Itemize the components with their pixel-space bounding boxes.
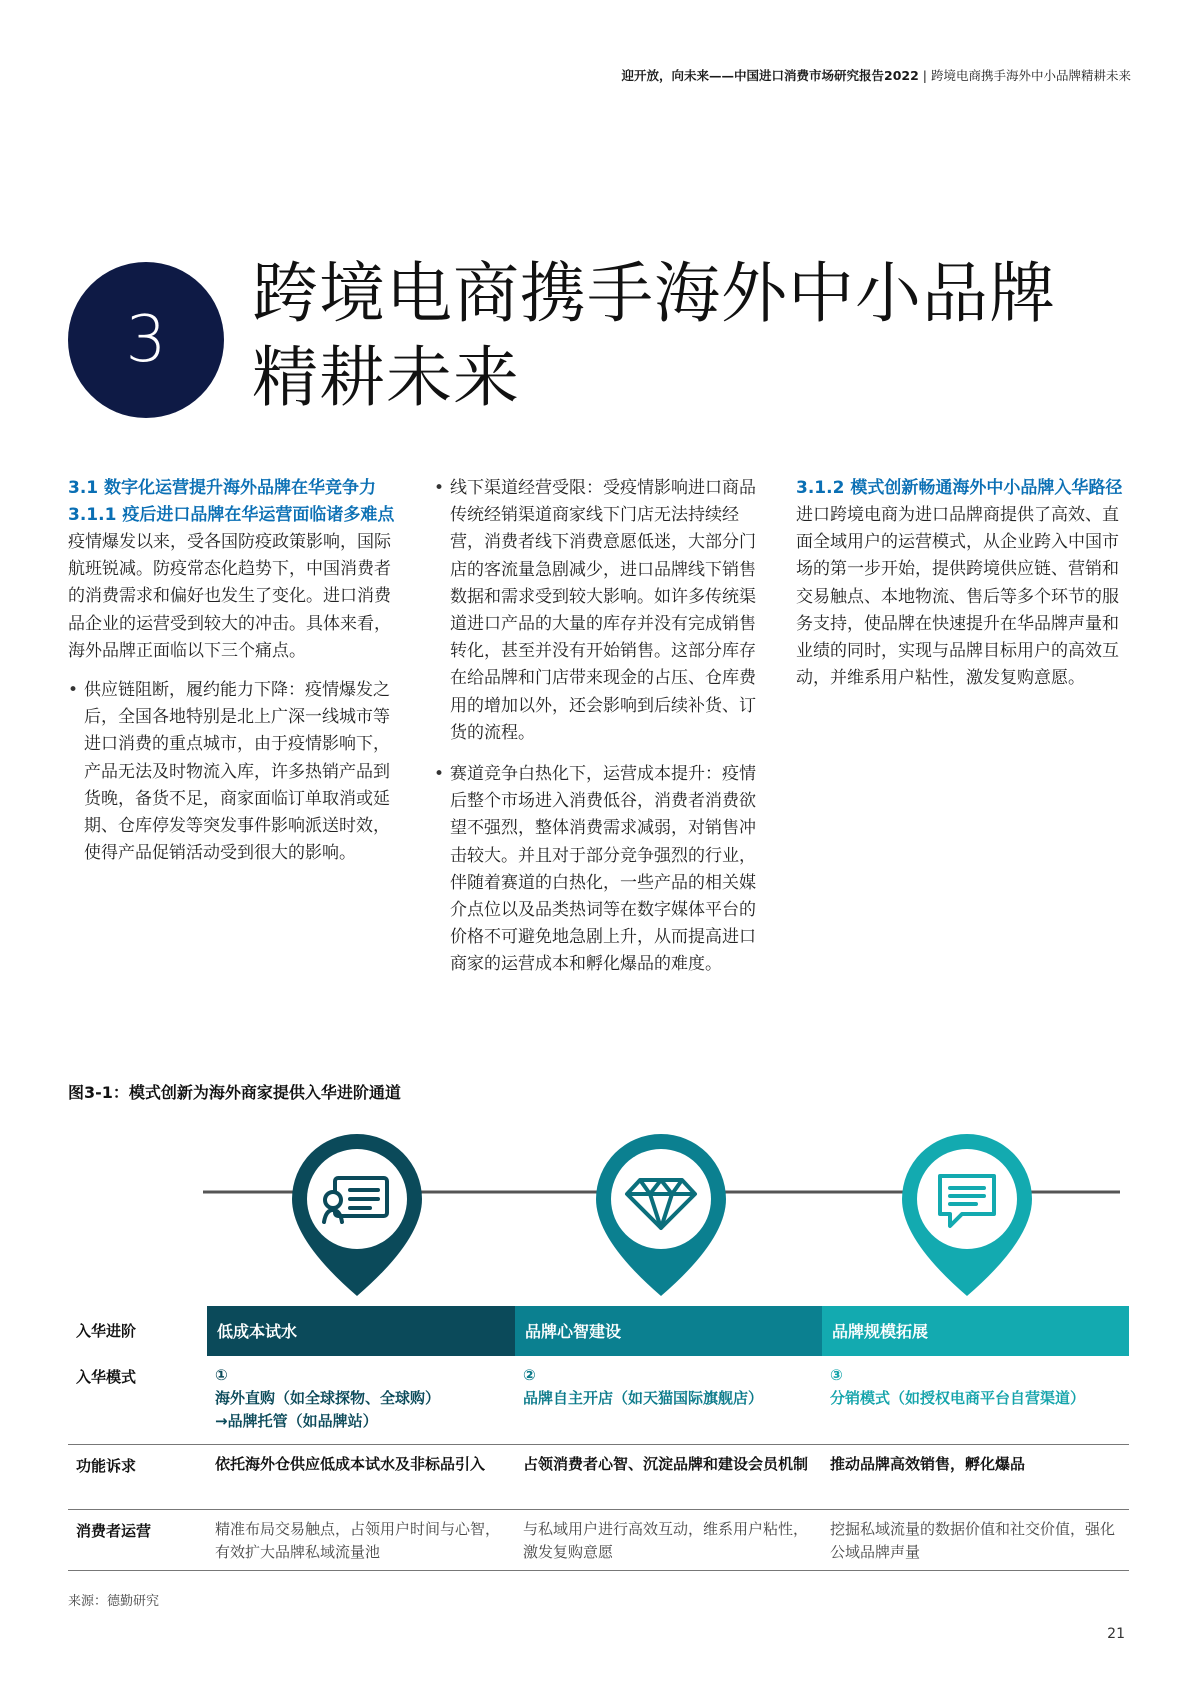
mode-cell-3 — [822, 1356, 1129, 1444]
table-row-consumer — [68, 1510, 1129, 1571]
row-label: 功能诉求 — [76, 1457, 137, 1475]
bullet-competition: • 赛道竞争白热化下，运营成本提升：疫情后整个市场进入消费低谷，消费者消费欲望不强烈，整体消费需求减弱，对销售冲击较大。并且对于部分竞争强烈的行业，伴随着赛道的白热化，一些产品的相关媒介点位以及品类热词等在数字媒体平台的价格不可避免地急剧上升，从而提高进口商家的运营成本和孵化爆品的难度。 — [434, 761, 766, 979]
stage-cell-1: 低成本试水 — [207, 1306, 515, 1356]
chapter-title — [252, 252, 1056, 420]
header-separator: | — [922, 68, 927, 83]
mode-line: 品牌自主开店（如天猫国际旗舰店） — [523, 1389, 764, 1407]
table-row-stage — [68, 1306, 1129, 1356]
bullet-supply-chain: • 供应链阻断，履约能力下降：疫情爆发之后，全国各地特别是北上广深一线城市等进口消费的重点城市，由于疫情影响下，产品无法及时物流入库，许多热销产品到货晚，备货不足，商家面临订单取消或延期、仓库停发等突发事件影响派送时效，使得产品促销活动受到很大的影响。 — [68, 677, 400, 867]
source-note: 来源：德勤研究 — [68, 1594, 160, 1609]
table-row-mode — [68, 1356, 1129, 1445]
mode-number: ③ — [830, 1366, 843, 1384]
stage-pin-2 — [596, 1134, 726, 1296]
chapter-title-line2: 精耕未来 — [252, 339, 520, 416]
stage-pin-3 — [902, 1134, 1032, 1296]
stage-diagram — [0, 1130, 1191, 1310]
intro-paragraph: 疫情爆发以来，受各国防疫政策影响，国际航班锐减。防疫常态化趋势下，中国消费者的消费需求和偏好也发生了变化。进口消费品企业的运营受到较大的冲击。具体来看，海外品牌正面临以下三个痛点。 — [68, 532, 391, 661]
mode-line: 海外直购（如全球探物、全球购） — [215, 1389, 441, 1407]
consumer-cell-1: 精准布局交易触点，占领用户时间与心智，有效扩大品牌私域流量池 — [215, 1520, 501, 1561]
running-header — [622, 66, 1132, 84]
function-cell-2: 占领消费者心智、沉淀品牌和建设会员机制 — [523, 1455, 809, 1473]
mode-cell-2 — [515, 1356, 822, 1444]
mode-cell-1 — [207, 1356, 515, 1444]
row-label: 入华模式 — [76, 1368, 137, 1386]
figure-title: 图3-1：模式创新为海外商家提供入华进阶通道 — [68, 1083, 401, 1102]
chapter-number-badge — [68, 262, 224, 418]
row-label: 消费者运营 — [76, 1522, 152, 1540]
text-column-2 — [434, 475, 766, 993]
header-chapter-title: 跨境电商携手海外中小品牌精耕未来 — [930, 68, 1131, 83]
table-row-function — [68, 1445, 1129, 1510]
consumer-cell-2: 与私域用户进行高效互动，维系用户粘性，激发复购意愿 — [523, 1520, 809, 1561]
stage-cell-2: 品牌心智建设 — [515, 1306, 822, 1356]
mode-line: 分销模式（如授权电商平台自营渠道） — [830, 1389, 1086, 1407]
page-number: 21 — [1107, 1626, 1125, 1642]
text-column-3 — [796, 475, 1128, 704]
stage-table — [68, 1306, 1129, 1571]
stage-pin-1 — [292, 1134, 422, 1296]
stage-cell-3: 品牌规模拓展 — [822, 1306, 1129, 1356]
header-report-title: 迎开放，向未来——中国进口消费市场研究报告2022 — [621, 68, 919, 83]
mode-paragraph: 进口跨境电商为进口品牌商提供了高效、直面全域用户的运营模式，从企业跨入中国市场的第一步开始，提供跨境供应链、营销和交易触点、本地物流、售后等多个环节的服务支持，使品牌在快速提升在华品牌声量和业绩的同时，实现与品牌目标用户的高效互动，并维系用户粘性，激发复购意愿。 — [796, 505, 1119, 689]
function-cell-1: 依托海外仓供应低成本试水及非标品引入 — [215, 1455, 486, 1473]
mode-number: ① — [215, 1366, 228, 1384]
subsection-heading: 3.1.1 疫后进口品牌在华运营面临诸多难点 — [68, 505, 395, 525]
subsection-heading-2: 3.1.2 模式创新畅通海外中小品牌入华路径 — [796, 478, 1123, 498]
row-label: 入华进阶 — [76, 1322, 137, 1340]
text-column-1 — [68, 475, 400, 881]
consumer-cell-3: 挖掘私域流量的数据价值和社交价值，强化公域品牌声量 — [830, 1520, 1116, 1561]
bullet-offline-channel: • 线下渠道经营受限：受疫情影响进口商品传统经销渠道商家线下门店无法持续经营，消费者线下消费意愿低迷，大部分门店的客流量急剧减少，进口品牌线下销售数据和需求受到较大影响。如许多传统渠道进口产品的大量的库存并没有完成销售转化，甚至并没有开始销售。这部分库存在给品牌和门店带来现金的占压、仓库费用的增加以外，还会影响到后续补货、订货的流程。 — [434, 475, 766, 747]
mode-line: →品牌托管（如品牌站） — [215, 1412, 378, 1430]
section-heading: 3.1 数字化运营提升海外品牌在华竞争力 — [68, 478, 377, 498]
function-cell-3: 推动品牌高效销售，孵化爆品 — [830, 1455, 1026, 1473]
chapter-number: 3 — [125, 303, 167, 377]
mode-number: ② — [523, 1366, 536, 1384]
chapter-title-line1: 跨境电商携手海外中小品牌 — [252, 255, 1056, 332]
